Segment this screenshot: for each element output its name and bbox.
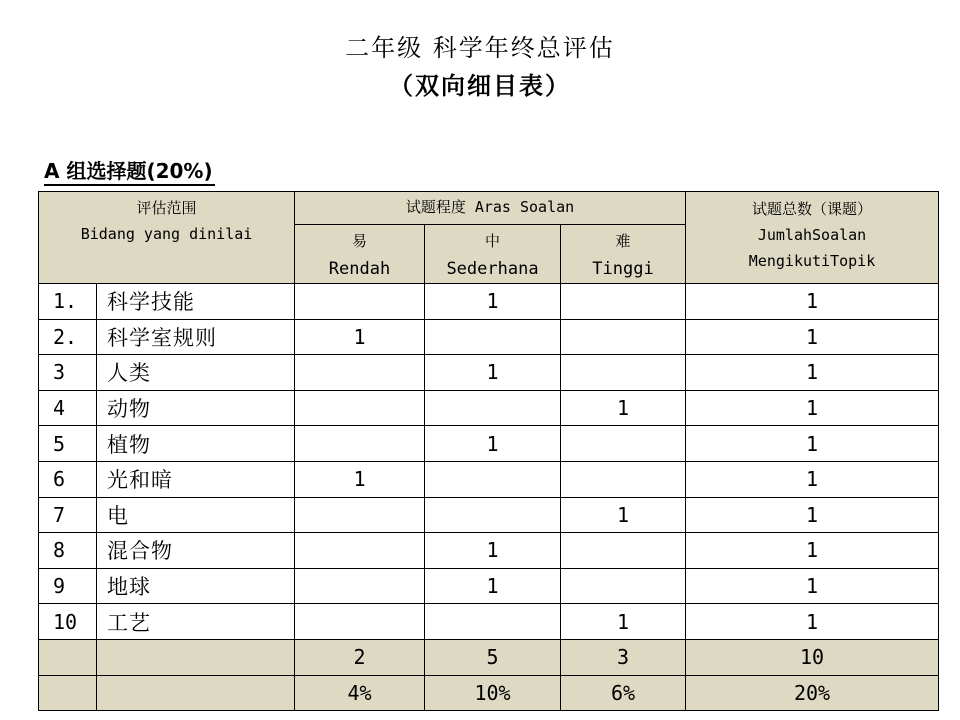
header-level-sederhana: 中 Sederhana [425, 225, 561, 284]
row-number: 4 [39, 390, 97, 426]
header-total-ms-1: JumlahSoalan [757, 226, 867, 244]
row-number: 9 [39, 568, 97, 604]
document-subtitle: （双向细目表） [389, 72, 571, 100]
row-number: 5 [39, 426, 97, 462]
cell-rendah: 1 [295, 461, 425, 497]
row-topic: 地球 [97, 568, 295, 604]
table-row [39, 390, 939, 426]
header-area-zh: 评估范围 [136, 199, 197, 217]
percent-rendah: 4% [295, 675, 425, 711]
cell-sederhana: 1 [425, 426, 561, 462]
header-level-tinggi: 难 Tinggi [561, 225, 686, 284]
row-number: 8 [39, 533, 97, 569]
table-row [39, 568, 939, 604]
cell-sederhana [425, 497, 561, 533]
cell-rendah [295, 426, 425, 462]
cell-rendah [295, 355, 425, 391]
percentage-row [39, 675, 939, 711]
cell-sederhana [425, 604, 561, 640]
row-topic: 植物 [97, 426, 295, 462]
cell-tinggi [561, 284, 686, 320]
document-title: 二年级 科学年终总评估 [345, 34, 615, 62]
cell-tinggi: 1 [561, 390, 686, 426]
total-all: 10 [686, 639, 939, 675]
header-level-rendah: 易 Rendah [295, 225, 425, 284]
cell-tinggi [561, 426, 686, 462]
cell-sederhana [425, 390, 561, 426]
cell-tinggi [561, 568, 686, 604]
row-number: 10 [39, 604, 97, 640]
cell-tinggi: 1 [561, 604, 686, 640]
table-row [39, 319, 939, 355]
cell-rendah [295, 568, 425, 604]
row-topic: 动物 [97, 390, 295, 426]
cell-tinggi [561, 355, 686, 391]
row-topic: 工艺 [97, 604, 295, 640]
cell-total: 1 [686, 284, 939, 320]
cell-rendah [295, 497, 425, 533]
cell-total: 1 [686, 390, 939, 426]
table-row [39, 284, 939, 320]
table-row [39, 497, 939, 533]
section-label: A 组选择题(20%) [44, 158, 215, 186]
table-row [39, 533, 939, 569]
cell-rendah [295, 604, 425, 640]
cell-total: 1 [686, 568, 939, 604]
table-row [39, 604, 939, 640]
row-topic: 光和暗 [97, 461, 295, 497]
row-number: 1. [39, 284, 97, 320]
row-number: 2. [39, 319, 97, 355]
cell-rendah [295, 390, 425, 426]
cell-tinggi [561, 533, 686, 569]
cell-sederhana: 1 [425, 284, 561, 320]
cell-tinggi: 1 [561, 497, 686, 533]
percent-sederhana: 10% [425, 675, 561, 711]
table-row [39, 461, 939, 497]
cell-sederhana [425, 461, 561, 497]
header-level-group: 试题程度 Aras Soalan [295, 192, 686, 225]
header-total-zh: 试题总数（课题） [752, 200, 873, 218]
row-number: 7 [39, 497, 97, 533]
cell-total: 1 [686, 461, 939, 497]
row-topic: 科学技能 [97, 284, 295, 320]
cell-rendah [295, 284, 425, 320]
row-topic: 科学室规则 [97, 319, 295, 355]
cell-tinggi [561, 319, 686, 355]
cell-rendah [295, 533, 425, 569]
header-total-ms-2: MengikutiTopik [748, 252, 876, 270]
cell-sederhana: 1 [425, 568, 561, 604]
header-area-ms: Bidang yang dinilai [80, 225, 253, 243]
total-tinggi: 3 [561, 639, 686, 675]
table-row [39, 355, 939, 391]
cell-total: 1 [686, 426, 939, 462]
table-row [39, 426, 939, 462]
row-topic: 电 [97, 497, 295, 533]
header-assessment-area [39, 192, 295, 284]
cell-tinggi [561, 461, 686, 497]
cell-rendah: 1 [295, 319, 425, 355]
cell-total: 1 [686, 533, 939, 569]
cell-total: 1 [686, 319, 939, 355]
row-topic: 混合物 [97, 533, 295, 569]
cell-total: 1 [686, 604, 939, 640]
total-rendah: 2 [295, 639, 425, 675]
row-topic: 人类 [97, 355, 295, 391]
cell-total: 1 [686, 497, 939, 533]
cell-sederhana [425, 319, 561, 355]
percent-tinggi: 6% [561, 675, 686, 711]
row-number: 6 [39, 461, 97, 497]
totals-row [39, 639, 939, 675]
total-sederhana: 5 [425, 639, 561, 675]
cell-sederhana: 1 [425, 533, 561, 569]
percent-total: 20% [686, 675, 939, 711]
header-total-questions [686, 192, 939, 284]
specification-table [38, 191, 939, 711]
cell-sederhana: 1 [425, 355, 561, 391]
cell-total: 1 [686, 355, 939, 391]
row-number: 3 [39, 355, 97, 391]
